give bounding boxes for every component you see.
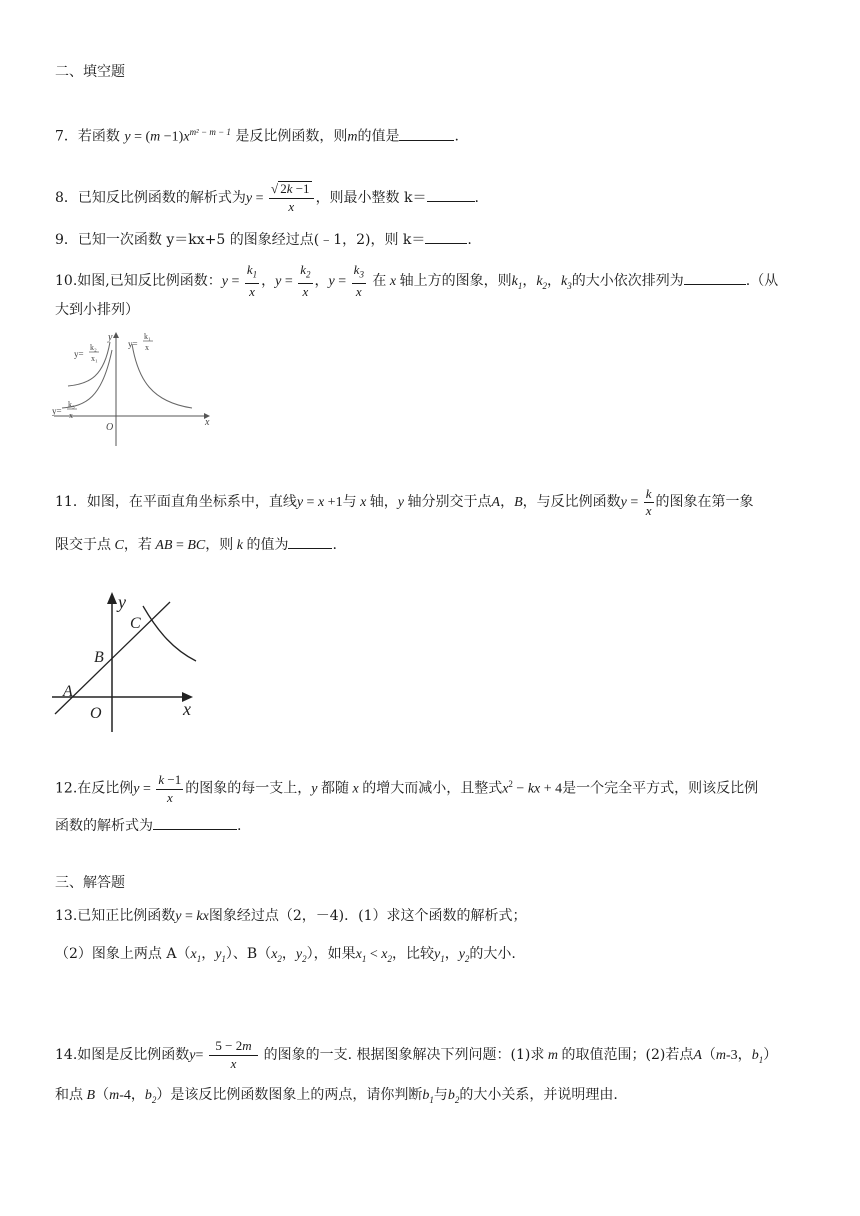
q7-answer-blank[interactable]: [399, 126, 454, 141]
q14-line2d: 的大小关系，并说明理由.: [459, 1087, 618, 1103]
q11-end: .: [332, 537, 337, 553]
question-14: 14.如图是反比例函数y= $\frac{5 - 2m}{x}$ 的图象的一支. 根据图象解决下列问题：(1)求 m 的取值范围；(2)若点A（m-3，$b_1$）: [55, 1038, 778, 1071]
q11-line2b: ，若: [123, 537, 152, 553]
q12-text3: 都随: [320, 780, 349, 797]
q10-text2: 轴上方的图象，则: [399, 272, 512, 289]
q14-line2c: 与: [433, 1087, 448, 1103]
q9-answer-blank[interactable]: [425, 229, 467, 244]
q8-number: 8．已知反比例函数的解析式为: [55, 190, 246, 206]
question-12: 12.在反比例y = $\frac{k -1}{x}$ 的图象的每一支上，y 都随 x 的增大而减小，且整式$x^2$ − kx + 4是一个完全平方式，则该反比例: [55, 771, 759, 805]
svg-text:y=: y=: [52, 406, 62, 416]
section-heading-fill-in: 二、填空题: [55, 64, 125, 80]
q13-line2a: （2）图象上两点 A（: [55, 946, 191, 962]
q13-text2: 图象经过点（2，－4)．(1）求这个函数的解析式；: [208, 908, 527, 924]
q14-line2b: 是该反比例函数图象上的两点，请你判断: [170, 1087, 423, 1103]
question-9: [55, 229, 472, 250]
q12-text4: 的增大而减小，且整式: [362, 780, 503, 797]
svg-text:k₃: k₃: [68, 400, 75, 409]
svg-text:y: y: [108, 332, 113, 343]
q11-line2d: 的值为: [246, 537, 289, 553]
svg-text:x₁: x₁: [91, 354, 98, 363]
question-13: 13.已知正比例函数y = kx图象经过点（2，－4)．(1）求这个函数的解析式；: [55, 908, 527, 924]
q8-fraction: $\frac{√ 2k -1}{x}$: [269, 181, 314, 215]
svg-text:C: C: [130, 615, 141, 632]
svg-text:k₁: k₁: [144, 332, 151, 341]
q10-text3: 的大小依次排列为: [571, 272, 684, 289]
q8-end: .: [474, 190, 479, 206]
question-11: 11．如图，在平面直角坐标系中，直线y = x +1与 x 轴，y 轴分别交于点A，B，与反比例函数y = $\frac{k}{x}$ 的图象在第一象: [55, 485, 754, 518]
svg-text:O: O: [90, 705, 102, 722]
q11-answer-blank[interactable]: [288, 534, 332, 549]
q10-text4: .（从: [745, 272, 779, 289]
q10-figure: [52, 330, 217, 448]
q13-line2d: ，比较: [391, 946, 434, 962]
q14-text1: 14.如图是反比例函数: [55, 1047, 190, 1063]
q14-line2a: 和点: [55, 1087, 83, 1103]
q7-text2: 的值是: [357, 128, 400, 145]
q11-text5: ，与反比例函数: [522, 494, 621, 510]
q9-end: .: [467, 232, 472, 248]
q7-text: 是反比例函数，则: [235, 128, 348, 145]
q11-text1: 11．如图，在平面直角坐标系中，直线: [55, 494, 297, 510]
question-8: 8．已知反比例函数的解析式为y = $\frac{√ 2k -1}{x}$ ，则最小整数 k＝ .: [55, 181, 479, 214]
q11-line2c: ，则: [205, 537, 234, 553]
svg-text:x: x: [145, 343, 149, 352]
svg-text:A: A: [63, 683, 73, 700]
q10-answer-blank[interactable]: [684, 270, 746, 285]
q7-number: 7．若函数: [55, 128, 120, 145]
q13-line2c: ），如果: [306, 946, 356, 962]
q14-text2: 的图象的一支. 根据图象解决下列问题：(1)求: [263, 1047, 545, 1063]
q11-text3: 轴，: [369, 494, 398, 510]
q12-line2: [55, 815, 241, 836]
svg-text:x: x: [69, 411, 73, 420]
svg-text:y=: y=: [74, 349, 84, 359]
q11-figure: [50, 588, 210, 736]
q8-text: ，则最小整数 k＝: [315, 190, 427, 206]
q9-text: 9．已知一次函数 y＝kx+5 的图象经过点(﹣1，2)，则 k＝: [55, 232, 426, 248]
q12-text5: 是一个完全平方式，则该反比例: [562, 780, 759, 797]
svg-text:k₂: k₂: [90, 343, 97, 352]
q7-formula: y: [124, 129, 131, 145]
q13-line2: （2）图象上两点 $A(x_1$，$y_1$）、$B(x_2$，$y_2$），如果$x_1 < x_2$，比较$y_1$，$y_2$的大小.: [55, 946, 516, 964]
q11-line2a: 限交于点: [55, 537, 111, 553]
svg-text:O: O: [106, 422, 114, 433]
q8-answer-blank[interactable]: [427, 187, 475, 202]
svg-text:B: B: [94, 649, 104, 666]
svg-text:y=: y=: [128, 339, 138, 349]
q11-text4: 轴分别交于点: [407, 494, 492, 510]
q13-line2e: 的大小.: [469, 946, 516, 962]
q14-line2: 和点 B（m-4，$b_2$）是该反比例函数图象上的两点，请你判断$b_1$与$b_2$的大小关系，并说明理由.: [55, 1087, 618, 1105]
question-10: 10.如图,已知反比例函数：y = $\frac{k_1}{x}$ ，y = $\frac{k_2}{x}$ ，y = $\frac{k_3}{x}$ 在 x 轴上方的图象，则$k_1$，$k_2$，$k_3$的大小依次排列为 .（从: [55, 262, 779, 299]
svg-text:x: x: [205, 417, 210, 428]
q12-end: .: [237, 818, 242, 834]
svg-text:x: x: [183, 699, 191, 719]
q10-line2: 大到小排列）: [55, 302, 139, 318]
q11-line2: 限交于点 C，若 AB = BC，则 k 的值为 .: [55, 534, 337, 556]
q13-line2b: ）、B（: [225, 946, 272, 962]
q12-line2-text: 函数的解析式为: [55, 818, 153, 834]
q11-text2: 与: [342, 494, 357, 510]
q7-end: .: [454, 128, 459, 145]
q7-var: m: [347, 129, 358, 145]
q13-text1: 13.已知正比例函数: [55, 908, 176, 924]
section-heading-solve: 三、解答题: [55, 875, 125, 891]
q14-text3: 的取值范围；(2)若点: [561, 1047, 694, 1063]
q12-text1: 12.在反比例: [55, 780, 134, 797]
q10-number: 10.如图,已知反比例函数：: [55, 272, 222, 289]
q11-text6: 的图象在第一象: [655, 494, 754, 510]
svg-text:y: y: [118, 592, 126, 612]
q12-answer-blank[interactable]: [153, 815, 237, 830]
question-7: 7．若函数 $y = (m -1)x^{m^2 - m - 1}$ 是反比例函数，则m的值是 .: [55, 127, 459, 145]
q10-text1: 在: [372, 272, 387, 289]
q12-text2: 的图象的每一支上，: [185, 780, 312, 797]
